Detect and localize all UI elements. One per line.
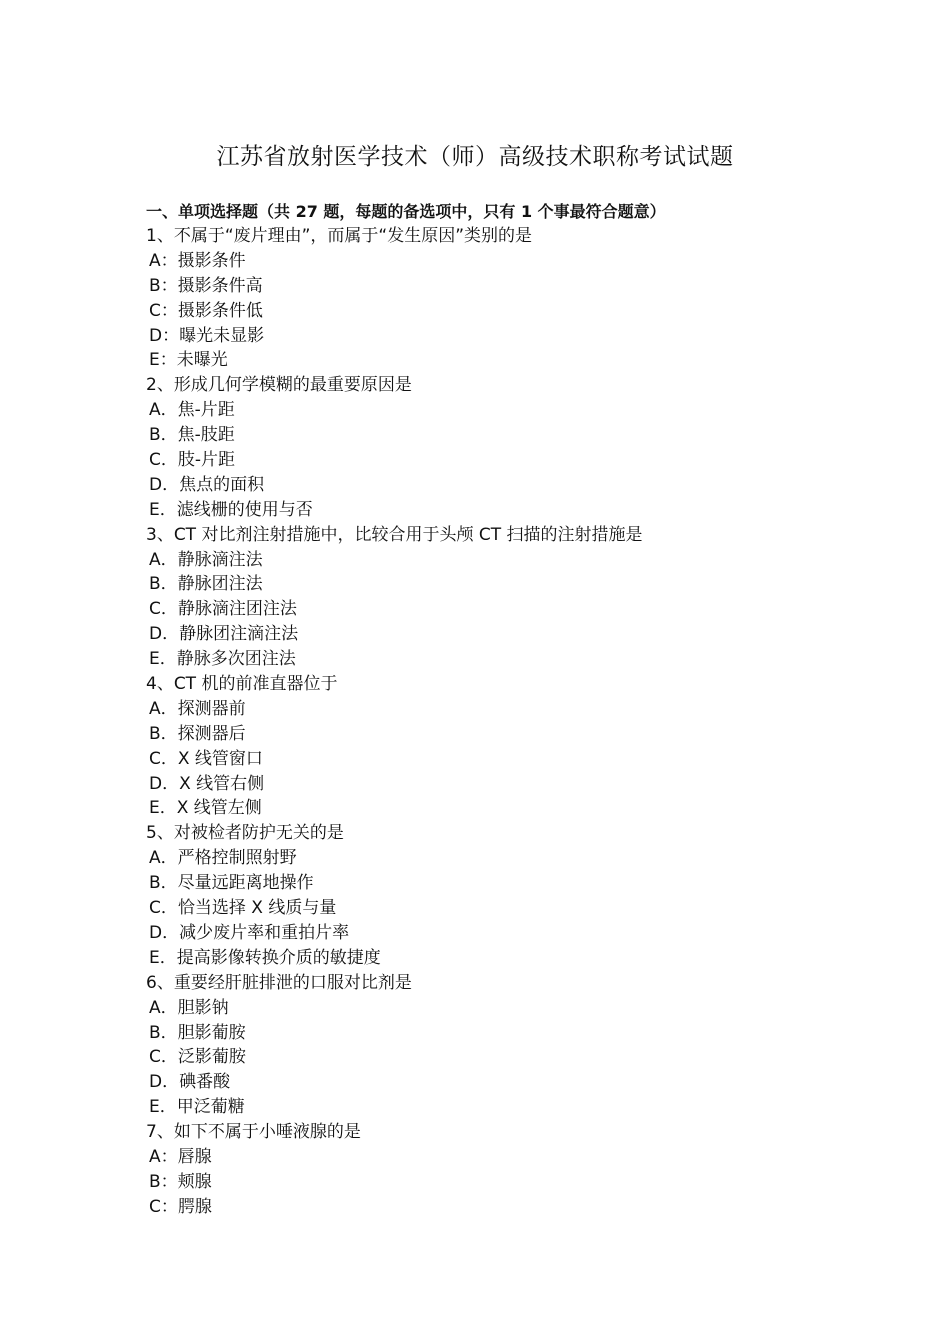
- question-4: [146, 672, 866, 821]
- question-1: [146, 224, 866, 373]
- option-b: B：摄影条件高: [149, 275, 263, 296]
- question-stem: 3、CT 对比剂注射措施中，比较合用于头颅 CT 扫描的注射措施是: [146, 524, 643, 545]
- option-b: B．静脉团注法: [149, 574, 263, 595]
- option-b: B．探测器后: [149, 723, 246, 744]
- question-5: [146, 821, 866, 970]
- option-d: D．减少废片率和重拍片率: [149, 922, 350, 943]
- question-2: [146, 373, 866, 522]
- question-stem: 2、形成几何学模糊的最重要原因是: [146, 375, 412, 396]
- option-d: D．碘番酸: [149, 1072, 231, 1093]
- document-title: 江苏省放射医学技术（师）高级技术职称考试试题: [216, 144, 734, 170]
- option-c: C．静脉滴注团注法: [149, 599, 297, 620]
- option-c: C：腭腺: [149, 1196, 212, 1217]
- option-e: E．提高影像转换介质的敏捷度: [149, 947, 381, 968]
- option-b: B．胆影葡胺: [149, 1022, 246, 1043]
- option-c: C：摄影条件低: [149, 300, 263, 321]
- option-c: C．X 线管窗口: [149, 748, 263, 769]
- option-a: A．严格控制照射野: [149, 848, 297, 869]
- option-d: D．静脉团注滴注法: [149, 624, 299, 645]
- option-e: E．静脉多次团注法: [149, 649, 296, 670]
- document-body: [146, 199, 866, 1220]
- option-e: E．甲泛葡糖: [149, 1097, 245, 1118]
- option-c: C．泛影葡胺: [149, 1047, 246, 1068]
- option-a: A：唇腺: [149, 1146, 212, 1167]
- option-b: B．焦-肢距: [149, 425, 235, 446]
- question-stem: 6、重要经肝脏排泄的口服对比剂是: [146, 972, 412, 993]
- question-stem: 7、如下不属于小唾液腺的是: [146, 1122, 361, 1143]
- option-e: E．X 线管左侧: [149, 798, 262, 819]
- question-3: [146, 523, 866, 672]
- option-e: E．滤线栅的使用与否: [149, 499, 313, 520]
- option-e: E：未曝光: [149, 350, 228, 371]
- option-a: A．胆影钠: [149, 997, 229, 1018]
- question-stem: 4、CT 机的前准直器位于: [146, 674, 338, 695]
- option-a: A．静脉滴注法: [149, 549, 263, 570]
- option-d: D．X 线管右侧: [149, 773, 265, 794]
- question-stem: 5、对被检者防护无关的是: [146, 823, 344, 844]
- option-a: A．探测器前: [149, 698, 246, 719]
- question-7: [146, 1120, 866, 1220]
- question-stem: 1、不属于“废片理由”，而属于“发生原因”类别的是: [146, 226, 533, 246]
- option-b: B：颊腺: [149, 1171, 212, 1192]
- option-b: B．尽量远距离地操作: [149, 873, 314, 894]
- option-d: D．焦点的面积: [149, 474, 265, 495]
- option-c: C．肢-片距: [149, 450, 236, 471]
- section-heading: 一、单项选择题（共 27 题，每题的备选项中，只有 1 个事最符合题意）: [146, 202, 666, 221]
- option-a: A．焦-片距: [149, 400, 235, 421]
- option-c: C．恰当选择 X 线质与量: [149, 898, 337, 919]
- question-6: [146, 971, 866, 1120]
- option-a: A：摄影条件: [149, 250, 246, 271]
- option-d: D：曝光未显影: [149, 325, 265, 346]
